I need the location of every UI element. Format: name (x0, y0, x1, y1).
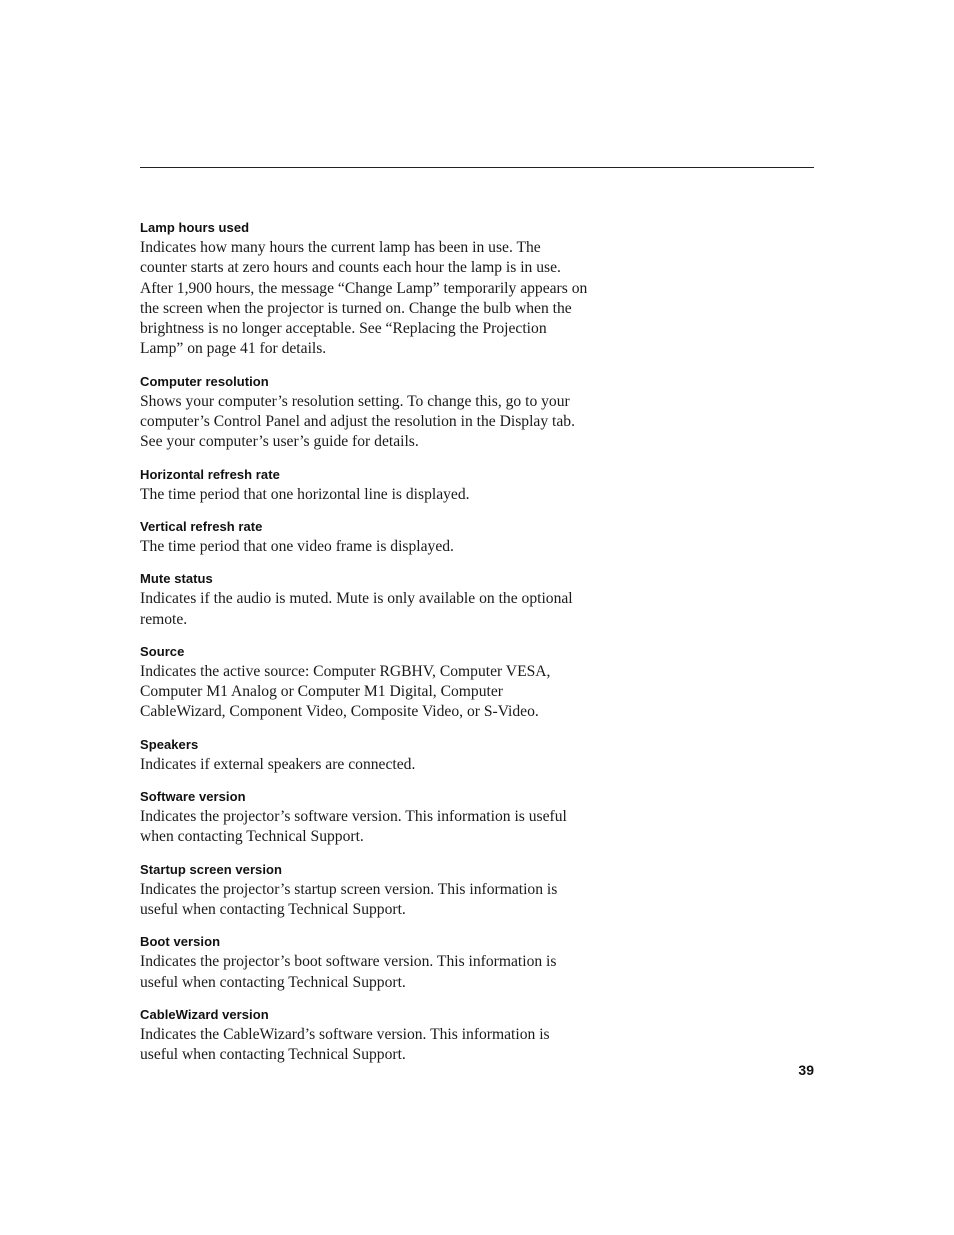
section-text: Indicates the CableWizard’s software version. This information is useful when contacting Technical Support. (140, 1025, 550, 1064)
document-body (140, 219, 590, 1078)
section-heading: CableWizard version (140, 1006, 269, 1022)
section-startup-screen-version (140, 861, 590, 921)
section-lamp-hours-used (140, 219, 590, 360)
section-text: Indicates the projector’s startup screen version. This information is useful when contacting Technical Support. (140, 880, 558, 918)
section-boot-version (140, 933, 590, 993)
section-text: Indicates if the audio is muted. Mute is only available on the optional remote. (140, 590, 573, 628)
section-heading: Startup screen version (140, 861, 282, 877)
section-mute-status (140, 570, 590, 630)
page-number: 39 (798, 1062, 814, 1078)
section-cablewizard-version (140, 1006, 590, 1066)
header-rule (140, 167, 814, 168)
section-computer-resolution (140, 373, 590, 453)
section-text: Indicates if external speakers are connected. (140, 755, 416, 773)
section-heading: Mute status (140, 571, 213, 587)
section-horizontal-refresh-rate (140, 466, 590, 505)
section-heading: Computer resolution (140, 373, 269, 389)
section-vertical-refresh-rate (140, 518, 590, 557)
section-heading: Boot version (140, 934, 221, 950)
section-text: The time period that one horizontal line is displayed. (140, 485, 470, 503)
section-text: Indicates the projector’s software version. This information is useful when contacting Technical Support. (140, 808, 567, 846)
section-software-version (140, 788, 590, 848)
section-text: Shows your computer’s resolution setting. To change this, go to your computer’s Control Panel and adjust the resolution in the Display tab. See your computer’s user’s guide for details. (140, 392, 575, 451)
section-text: The time period that one video frame is displayed. (140, 537, 454, 555)
section-heading: Vertical refresh rate (140, 518, 263, 534)
section-text: Indicates how many hours the current lamp has been in use. The counter starts at zero hours and counts each hour the lamp is in use. After 1,900 hours, the message “Change Lamp” temporarily appears on the screen when the projector is turned on. Change the bulb when the brightness is no longer acceptable. See “Replacing the Projection Lamp” on page 41 for details. (140, 239, 588, 358)
section-speakers (140, 736, 590, 775)
section-heading: Horizontal refresh rate (140, 466, 280, 482)
section-source (140, 643, 590, 723)
section-text: Indicates the projector’s boot software version. This information is useful when contacting Technical Support. (140, 953, 557, 991)
section-heading: Lamp hours used (140, 220, 250, 235)
section-heading: Source (140, 643, 185, 659)
section-heading: Speakers (140, 736, 199, 752)
section-heading: Software version (140, 789, 246, 805)
section-text: Indicates the active source: Computer RGBHV, Computer VESA, Computer M1 Analog or Computer M1 Digital, Computer CableWizard, Component Video, Composite Video, or S-Video. (140, 662, 551, 721)
